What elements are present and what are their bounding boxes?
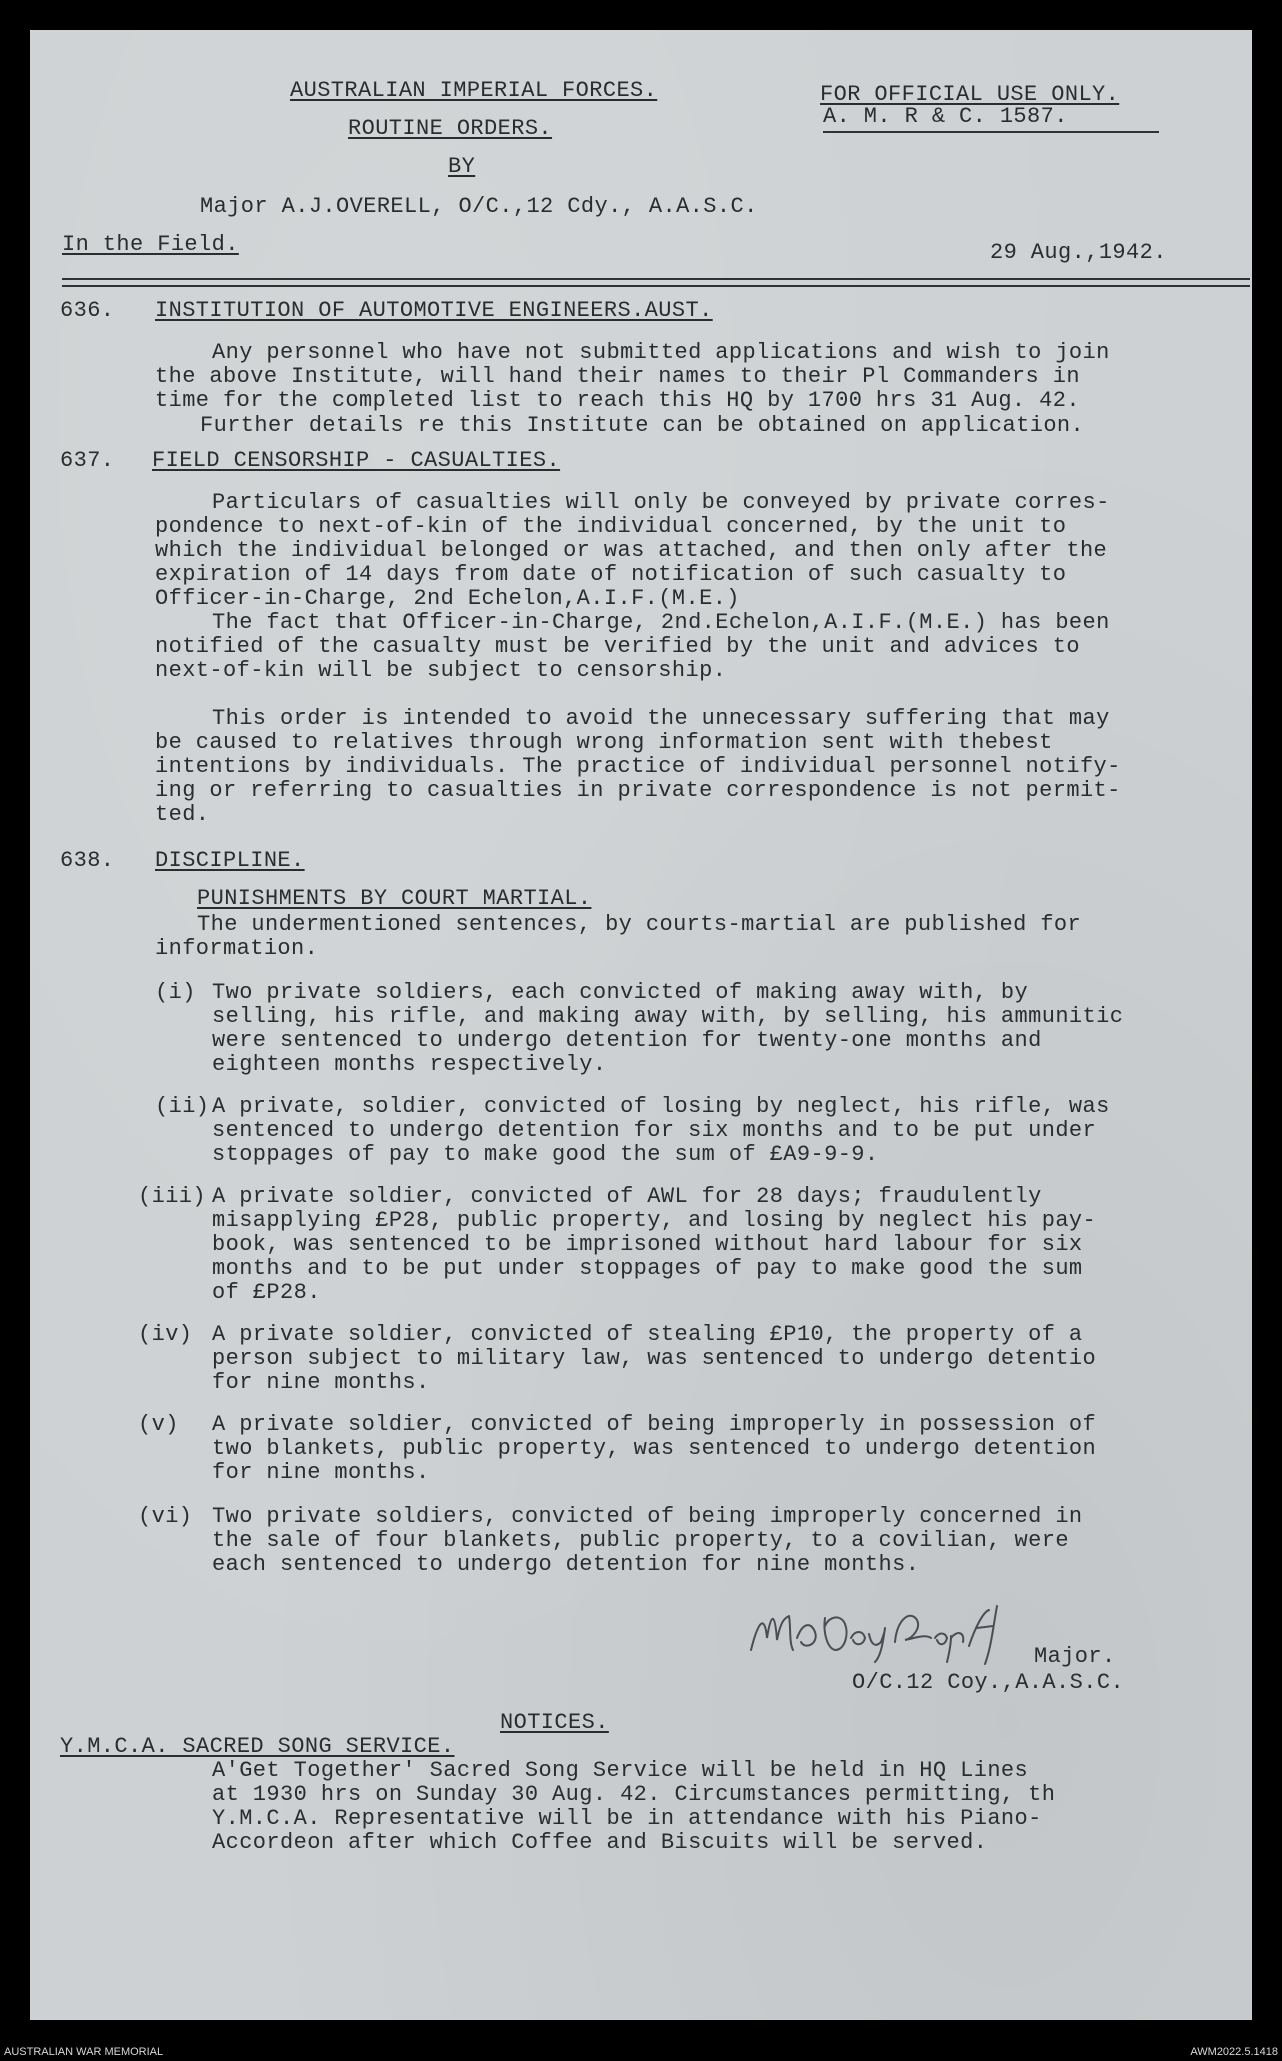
item-line: two blankets, public property, was sentenced to undergo detention: [212, 1436, 1097, 1461]
order-line: Further details re this Institute can be obtained on application.: [200, 413, 1085, 438]
order-number: 636.: [60, 298, 115, 323]
order-line: the above Institute, will hand their names to their Pl Commanders in: [155, 364, 1080, 389]
document-author: Major A.J.OVERELL, O/C.,12 Cdy., A.A.S.C.: [200, 194, 758, 219]
item-line: book, was sentenced to be imprisoned without hard labour for six: [212, 1232, 1083, 1257]
item-line: months and to be put under stoppages of pay to make good the sum: [212, 1256, 1083, 1281]
header-rule-top: [62, 278, 1250, 280]
item-line: A private soldier, convicted of stealing £P10, the property of a: [212, 1322, 1083, 1347]
item-line: stoppages of pay to make good the sum of £A9-9-9.: [212, 1142, 879, 1167]
item-line: for nine months.: [212, 1370, 430, 1395]
order-heading: INSTITUTION OF AUTOMOTIVE ENGINEERS.AUST.: [155, 298, 713, 323]
item-line: for nine months.: [212, 1460, 430, 1485]
order-line: be caused to relatives through wrong information sent with thebest: [155, 730, 1053, 755]
item-line: A private soldier, convicted of AWL for 28 days; fraudulently: [212, 1184, 1042, 1209]
item-label: (ii): [155, 1094, 210, 1119]
order-number: 638.: [60, 848, 115, 873]
item-line: A private soldier, convicted of being improperly in possession of: [212, 1412, 1097, 1437]
item-line: sentenced to undergo detention for six months and to be put under: [212, 1118, 1097, 1143]
footer-source: AUSTRALIAN WAR MEMORIAL: [4, 2046, 164, 2058]
order-line: The undermentioned sentences, by courts-martial are published for: [197, 912, 1082, 937]
item-line: each sentenced to undergo detention for nine months.: [212, 1552, 920, 1577]
document-date: 29 Aug.,1942.: [990, 240, 1167, 265]
notice-line: at 1930 hrs on Sunday 30 Aug. 42. Circumstances permitting, th: [212, 1782, 1056, 1807]
order-line: next-of-kin will be subject to censorship.: [155, 658, 727, 683]
reference-underline: [823, 131, 1159, 133]
order-line: pondence to next-of-kin of the individual concerned, by the unit to: [155, 514, 1067, 539]
order-line: ing or referring to casualties in private correspondence is not permit-: [155, 778, 1121, 803]
item-line: Two private soldiers, each convicted of making away with, by: [212, 980, 1029, 1005]
order-line: information.: [155, 936, 319, 961]
official-use-label: FOR OFFICIAL USE ONLY.: [820, 82, 1120, 107]
item-line: the sale of four blankets, public property, to a covilian, were: [212, 1528, 1069, 1553]
notice-line: Y.M.C.A. Representative will be in attendance with his Piano-: [212, 1806, 1042, 1831]
item-line: selling, his rifle, and making away with, by selling, his ammunitic: [212, 1004, 1124, 1029]
document-by: BY: [448, 154, 476, 179]
order-number: 637.: [60, 448, 115, 473]
notice-line: Accordeon after which Coffee and Biscuits will be served.: [212, 1830, 988, 1855]
order-line: Particulars of casualties will only be conveyed by private corres-: [212, 490, 1110, 515]
document-title: AUSTRALIAN IMPERIAL FORCES.: [290, 78, 658, 103]
order-line: The fact that Officer-in-Charge, 2nd.Echelon,A.I.F.(M.E.) has been: [212, 610, 1110, 635]
footer-reference: AWM2022.5.1418: [1190, 2046, 1278, 2058]
item-line: eighteen months respectively.: [212, 1052, 607, 1077]
header-rule-bottom: [62, 285, 1250, 287]
order-heading: FIELD CENSORSHIP - CASUALTIES.: [152, 448, 561, 473]
item-label: (v): [138, 1412, 179, 1437]
item-label: (vi): [138, 1504, 193, 1529]
item-line: were sentenced to undergo detention for twenty-one months and: [212, 1028, 1042, 1053]
signature-rank: Major.: [1034, 1644, 1116, 1669]
item-label: (iii): [138, 1184, 207, 1209]
order-line: Officer-in-Charge, 2nd Echelon,A.I.F.(M.E.): [155, 586, 740, 611]
order-subheading: PUNISHMENTS BY COURT MARTIAL.: [197, 886, 592, 911]
notice-line: A'Get Together' Sacred Song Service will be held in HQ Lines: [212, 1758, 1029, 1783]
order-line: This order is intended to avoid the unnecessary suffering that may: [212, 706, 1110, 731]
notices-heading: NOTICES.: [500, 1710, 609, 1735]
notice-title: Y.M.C.A. SACRED SONG SERVICE.: [60, 1734, 455, 1759]
order-line: notified of the casualty must be verified by the unit and advices to: [155, 634, 1080, 659]
location-label: In the Field.: [62, 232, 239, 257]
item-line: of £P28.: [212, 1280, 321, 1305]
item-line: A private, soldier, convicted of losing by neglect, his rifle, was: [212, 1094, 1110, 1119]
item-label: (i): [155, 980, 196, 1005]
order-line: intentions by individuals. The practice of individual personnel notify-: [155, 754, 1121, 779]
order-line: which the individual belonged or was attached, and then only after the: [155, 538, 1108, 563]
item-label: (iv): [138, 1322, 193, 1347]
signature-unit: O/C.12 Coy.,A.A.S.C.: [852, 1670, 1125, 1695]
item-line: Two private soldiers, convicted of being improperly concerned in: [212, 1504, 1083, 1529]
document-subtitle: ROUTINE ORDERS.: [348, 116, 553, 141]
order-line: time for the completed list to reach this HQ by 1700 hrs 31 Aug. 42.: [155, 388, 1080, 413]
handwritten-signature: [745, 1598, 1045, 1668]
order-line: expiration of 14 days from date of notification of such casualty to: [155, 562, 1067, 587]
order-line: Any personnel who have not submitted applications and wish to join: [212, 340, 1110, 365]
item-line: misapplying £P28, public property, and losing by neglect his pay-: [212, 1208, 1097, 1233]
item-line: person subject to military law, was sentenced to undergo detentio: [212, 1346, 1097, 1371]
order-line: ted.: [155, 802, 210, 827]
order-heading: DISCIPLINE.: [155, 848, 305, 873]
reference-number: A. M. R & C. 1587.: [823, 104, 1068, 129]
